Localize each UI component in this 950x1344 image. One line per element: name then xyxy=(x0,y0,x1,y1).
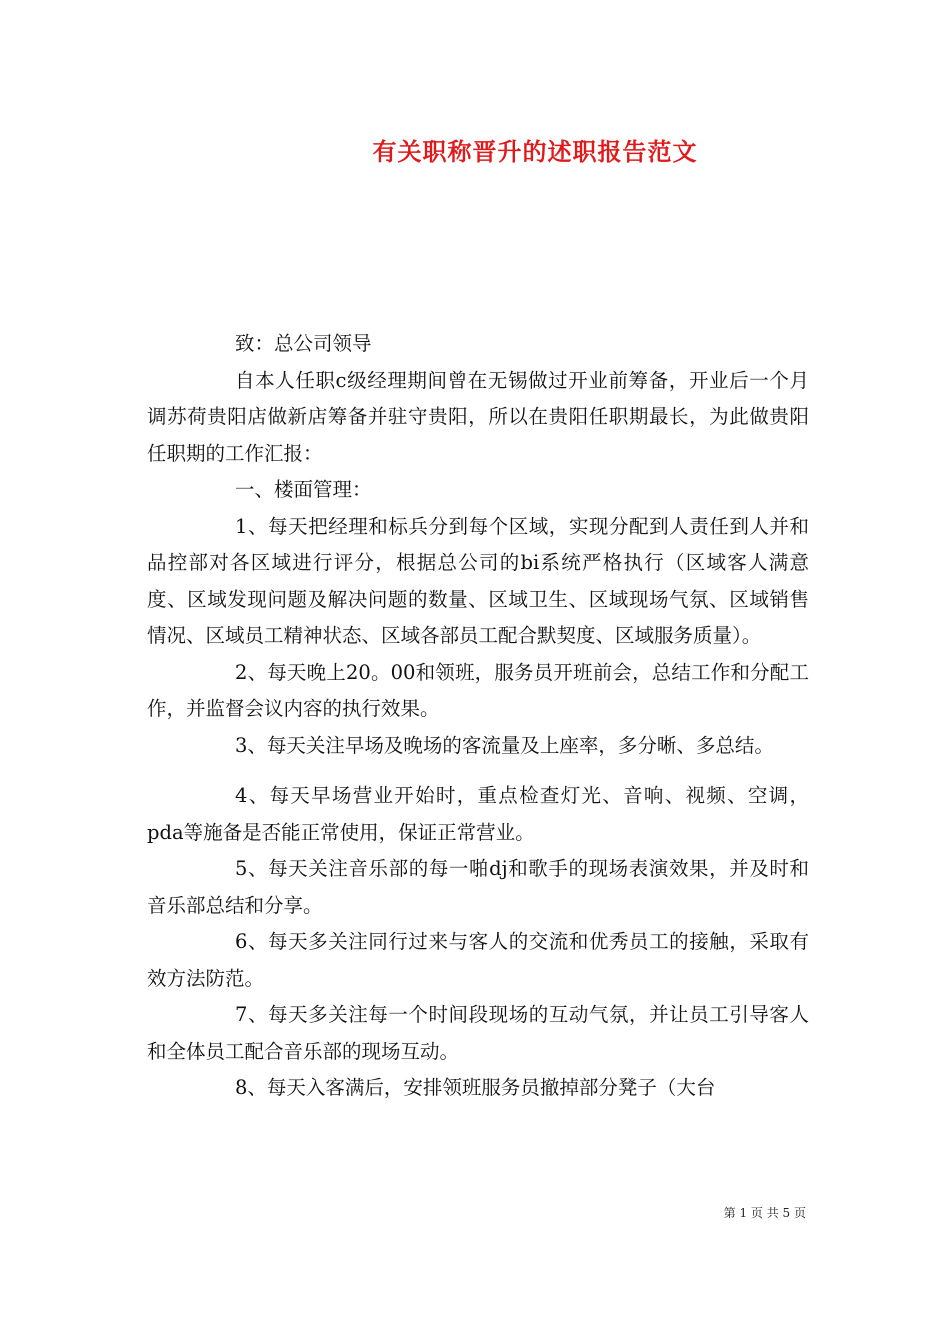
item-paragraph: 7、每天多关注每一个时间段现场的互动气氛，并让员工引导客人和全体员工配合音乐部的现场互动。 xyxy=(147,1003,809,1063)
section-heading: 一、楼面管理： xyxy=(235,478,372,501)
document-title: 有关职称晋升的述职报告范文 xyxy=(372,137,698,166)
item-paragraph: 5、每天关注音乐部的每一啪dj和歌手的现场表演效果，并及时和音乐部总结和分享。 xyxy=(147,857,809,917)
item-paragraph: 1、每天把经理和标兵分到每个区域，实现分配到人责任到人并和品控部对各区域进行评分，根据总公司的bi系统严格执行（区域客人满意度、区域发现问题及解决问题的数量、区域卫生、区域现场气氛、区域销售情况、区域员工精神状态、区域各部员工配合默契度、区域服务质量）。 xyxy=(147,514,809,647)
item-paragraph: 8、每天入客满后，安排领班服务员撤掉部分凳子（大台 xyxy=(235,1076,716,1099)
intro-paragraph: 自本人任职c级经理期间曾在无锡做过开业前筹备，开业后一个月调苏荷贵阳店做新店筹备并驻守贵阳，所以在贵阳任职期最长，为此做贵阳任职期的工作汇报： xyxy=(147,368,809,465)
salutation: 致：总公司领导 xyxy=(235,332,372,355)
page-footer: 第 1 页 共 5 页 xyxy=(723,1206,806,1220)
item-paragraph: 6、每天多关注同行过来与客人的交流和优秀员工的接触，采取有效方法防范。 xyxy=(147,930,809,990)
item-paragraph: 4、每天早场营业开始时，重点检查灯光、音响、视频、空调，pda等施备是否能正常使用，保证正常营业。 xyxy=(147,784,809,844)
item-paragraph: 3、每天关注早场及晚场的客流量及上座率，多分晰、多总结。 xyxy=(235,733,774,757)
item-paragraph: 2、每天晚上20。00和领班，服务员开班前会，总结工作和分配工作，并监督会议内容的执行效果。 xyxy=(147,660,809,720)
document-body xyxy=(147,326,809,1107)
